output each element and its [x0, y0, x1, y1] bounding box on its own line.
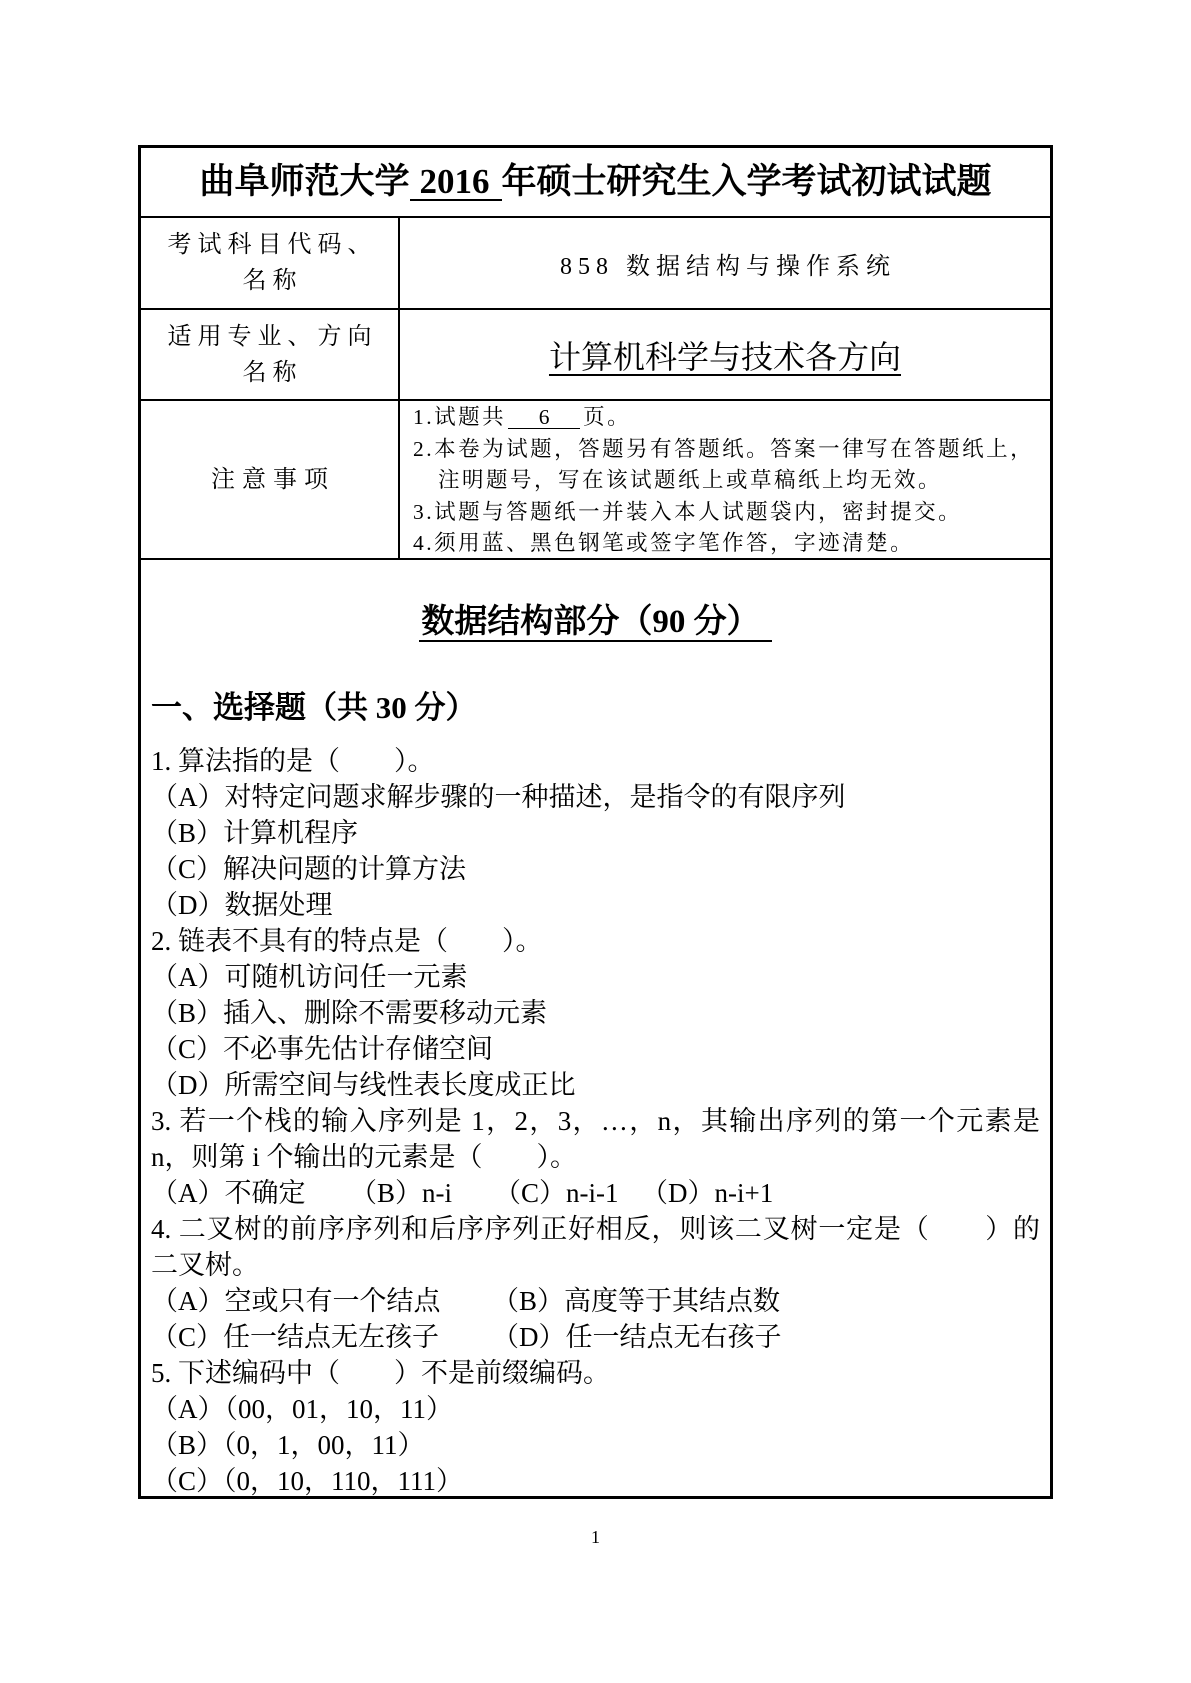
question-4-option-b: （B）高度等于其结点数	[492, 1286, 781, 1316]
part-title: 数据结构部分（90 分）	[419, 604, 771, 642]
question-5-stem: 5. 下述编码中（ ）不是前缀编码。	[151, 1358, 610, 1388]
subject-row	[141, 218, 1050, 310]
page-number: 1	[591, 1527, 600, 1547]
question-3-option-d: （D）n-i+1	[641, 1178, 774, 1208]
notes-item-2: 2.本卷为试题，答题另有答题纸。答案一律写在答题纸上，	[413, 436, 1035, 461]
question-2-option-d: （D）所需空间与线性表长度成正比	[151, 1070, 576, 1100]
notes-item-1	[413, 402, 1050, 434]
question-3-stem: 3. 若一个栈的输入序列是 1，2，3，…，n，其输出序列的第一个元素是	[151, 1106, 1040, 1136]
subject-value: 858 数据结构与操作系统	[560, 253, 896, 280]
question-4-options-row-1	[151, 1283, 1040, 1319]
question-5-option-a: （A）（00，01，10，11）	[151, 1394, 453, 1424]
question-3-option-c: （C）n-i-1	[494, 1178, 619, 1208]
question-1-option-c: （C）解决问题的计算方法	[151, 854, 467, 884]
question-1-option-d: （D）数据处理	[151, 890, 333, 920]
notes-list	[400, 401, 1050, 558]
question-3-option-a: （A）不确定	[151, 1178, 306, 1208]
subject-label	[141, 218, 400, 308]
notes-item-1-suffix: 页。	[583, 405, 632, 429]
part-title-row	[141, 604, 1050, 648]
major-value-cell	[400, 310, 1050, 399]
question-4-stem-continued: 二叉树。	[151, 1250, 259, 1280]
major-value: 计算机科学与技术各方向	[548, 338, 901, 375]
notes-item-3: 3.试题与答题纸一并装入本人试题袋内，密封提交。	[413, 499, 963, 524]
question-2-option-c: （C）不必事先估计存储空间	[151, 1034, 494, 1064]
exam-title-suffix: 年硕士研究生入学考试初试试题	[501, 162, 992, 201]
section-title: 一、选择题（共 30 分）	[151, 690, 477, 725]
exam-title	[199, 162, 991, 202]
question-5-option-c: （C）（0，10，110，111）	[151, 1466, 464, 1496]
exam-title-year: 2016	[410, 165, 502, 201]
question-1-option-a: （A）对特定问题求解步骤的一种描述，是指令的有限序列	[151, 782, 846, 812]
major-label	[141, 310, 400, 399]
notes-label-text: 注意事项	[211, 466, 335, 493]
question-2-option-a: （A）可随机访问任一元素	[151, 962, 468, 992]
page-count-blank: 6	[508, 406, 580, 429]
questions-area	[141, 560, 1050, 1496]
major-row	[141, 310, 1050, 401]
exam-title-row	[141, 148, 1050, 218]
question-5-option-b: （B）（0，1，00，11）	[151, 1430, 425, 1460]
exam-title-school: 曲阜师范大学	[199, 162, 410, 201]
notes-row	[141, 401, 1050, 560]
subject-label-line: 考试科目代码、	[167, 232, 378, 258]
question-4-option-a: （A）空或只有一个结点	[151, 1286, 441, 1316]
question-1-stem: 1. 算法指的是（ ）。	[151, 746, 435, 776]
question-4-option-c: （C）任一结点无左孩子	[151, 1322, 440, 1352]
question-2-option-b: （B）插入、删除不需要移动元素	[151, 998, 548, 1028]
question-3-stem-continued: n，则第 i 个输出的元素是（ ）。	[151, 1142, 578, 1172]
exam-frame	[138, 145, 1053, 1499]
question-2-stem: 2. 链表不具有的特点是（ ）。	[151, 926, 543, 956]
major-label-line: 名称	[242, 359, 303, 386]
question-4-options-row-2	[151, 1319, 1040, 1355]
notes-item-4: 4.须用蓝、黑色钢笔或签字笔作答，字迹清楚。	[413, 531, 915, 555]
question-3-options	[151, 1175, 1040, 1211]
notes-item-1-prefix: 1.试题共	[413, 405, 507, 429]
question-4-stem: 4. 二叉树的前序序列和后序序列正好相反，则该二叉树一定是（ ）的	[151, 1214, 1040, 1244]
notes-item-2-continued: 注明题号，写在该试题纸上或草稿纸上均无效。	[438, 468, 943, 492]
question-1-option-b: （B）计算机程序	[151, 818, 359, 848]
subject-label-line: 名称	[242, 268, 303, 294]
notes-label	[141, 401, 400, 558]
subject-value-cell	[400, 218, 1050, 308]
questions-list	[151, 743, 1040, 1499]
major-label-line: 适用专业、方向	[167, 323, 378, 350]
question-4-option-d: （D）任一结点无右孩子	[492, 1322, 782, 1352]
question-3-option-b: （B）n-i	[350, 1178, 453, 1208]
